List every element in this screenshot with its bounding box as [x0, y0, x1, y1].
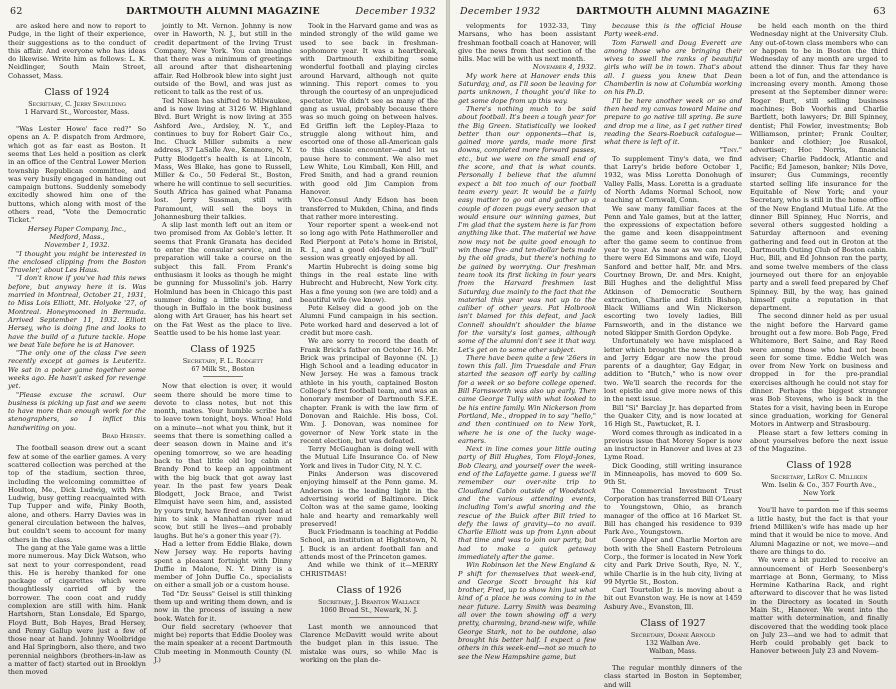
- paragraph: Last month we announced that Clarence McDavitt would write about the budget plan in this issue. The mistake was ours, so while Mac is working on the plan de-: [300, 622, 438, 665]
- letter-paragraph: There's nothing much to be said about football. It's been a tough year for the Big Green. Statistically we looked better than our opponents—that is, gained more yards, made more first downs, completed more forward passes, etc., but we were on the small end of the score, and that is what counts. Personally I believe that the alumni expect a bit too much of our football team every year. It would be a fairly easy matter to go out and gather up a couple of dozen pugs every season that would ensure our winning games, but I'm glad that the system here is far from anything like that. The material we have now may not be quite good enough to win those five- and ten-dollar bets made by the old grads, but there's nothing to be gained by worrying. Our freshman team took its first licking in four years from the Harvard freshmen last Saturday, due mainly to the fact that the material this year was not up to the caliber of other years. Pat Holbrook isn't blamed for this defeat, and Jack Connell shouldn't shoulder the blame for the varsity's lost games, although some of the alumni don't see it that way. Let's get on to some other subject.: [458, 104, 596, 354]
- letter-paragraph: because this is the official House Party week-end.: [604, 22, 742, 39]
- letter-paragraph: Win Robinson let the New England & P shift for themselves that week-end, and George Scott brought his kid brother, Fred, up to show him just what kind of a place he was coming to in the near future. Larry Smith was beaming all over the town showing off a very pretty, charming, brand-new wife, while George Stark, not to be outdone, also brought his better half. I expect a few others in this week-end—not so much to see the New Hampshire game, but: [458, 561, 596, 661]
- right-page-header: [460, 6, 886, 20]
- left-page-header: [10, 6, 436, 20]
- letter-paragraph: Next in line comes your little outing party of Bill Hughes, Tom Floyd-Jones, Bob Cleary, and yourself over the week-end of the Lafayette game. I guess we'll remember our over-nite trip to Cloudland Cabin outside of Woodstock and the various attending events, including Tom's awful snoring and the rescue of the Buick after Bill tried to defy the laws of gravity—to no avail. Charlie Elliott was up from Lynn about that time and was to join our party, but had to make a quick getaway immediately after the game.: [458, 445, 596, 561]
- paragraph: Bill "Si" Barclay Jr. has departed from the Quaker City, and is now located at 16 High St., Pawtucket, R. I.: [604, 403, 742, 429]
- letter-signature: Brad Hersey.: [101, 432, 146, 441]
- paragraph: Ted "Dr. Seuss" Geisel is still thinking them up and writing them down, and is now in the process of issuing a new book. Watch for it.: [154, 589, 292, 623]
- paragraph: Buck Friedmann is teaching at Peddie School, an institution at Hightstown, N. J. Buck is an ardent football fan and attends most of the Princeton games.: [300, 528, 438, 561]
- text-column: [750, 22, 888, 656]
- secretary-address: 1 Harvard St., Worcester, Mass.: [24, 108, 130, 117]
- paragraph: Please start a few letters coming in about yourselves before the next issue of the Magazine.: [750, 428, 888, 454]
- issue-date: December 1932: [355, 6, 436, 17]
- secretary-name: Secretary, LeRoy C. Milliken: [770, 473, 868, 482]
- secretary-address: Walban, Mass.: [649, 647, 697, 656]
- letter-date: November 1, 1932.: [44, 241, 110, 250]
- paragraph: The football season drew out a scant few at some of the earlier games. A very scattered collection was perched at the top of the stadium, section three, including the welcoming committee of Houlton, Me., Dick Ludwig, with Mrs. Ludwig, busy getting reacquainted with Tup Tupper and wife, Pinky Booth, alone, and others. Harry Davies was in general circulation between the halves, but couldn't seem to account for many others in the class.: [8, 444, 146, 544]
- paragraph: Ted Nilsen has shifted to Milwaukee, and is now living at 3126 W. Highland Blvd. Burt Wright is now living at 355 Ashford Ave., Ardsley, N. Y., and continues to buy for Robert Gair Co., Inc. Chuck Miller submits a new address, 37 LaSalle Ave., Kenmore, N. Y. Putty Blodgett's health is at Lincoln, Mass, Wes Blake, has gone to Russell, Miller & Co., 50 Federal St., Boston, where he will continue to sell securities. South Africa has gained what Panama lost. Jerry Sussman, still with Paramount, will sell the boys in Johannesburg their talkies.: [154, 96, 292, 221]
- paragraph: The second dinner held as per usual the night before the Harvard game brought out a few more. Bob Page, Fred Whitemore, Bert Saine, and Ray Reed were among those who had not been seen for some time. Eddie Welch was over from New York on business and dropped in for the pre-prandial exercises although he could not stay for dinner. Perhaps the biggest stranger was Bob Stevens, who is back in the States for a visit, having been in Europe since graduation, working for General Motors in Antwerp and Strasbourg.: [750, 312, 888, 429]
- secretary-name: Secretary, F. L. Rodgett: [182, 357, 264, 366]
- divider: [57, 119, 97, 120]
- issue-date: December 1932: [460, 6, 541, 17]
- paragraph: We were a bit puzzled to receive an announcement of Herb Seesenberg's marriage at Bonn, Germany, to Miss Hermine Katharina Rack, and right afterward to discover that he was listed in the Directory as located in South Main St., Hanover. We went into the matter with determination, and finally discovered that the wedding took place on July 23—and we had to admit that Herb could probably get back to Hanover between July 23 and Novem-: [750, 556, 888, 656]
- paragraph: The gang at the Yale game was a little more numerous. May Dick Watson, who sat next to your correspondent, read this. He is hereby thanked for one package of cigarettes which were thoughtlessly carried off by the borrower. The coon coat and ruddy complexion are still with him. Hank Hartshorn, Stan Lonsdale, Ed Spargo, Floyd Butt, Bob Hayes, Brad Hersey, and Penny Gallup were just a few of those near at hand. Johnny Woolbridge and Hal Springborn, also there, and two perennial neighbors (brothers-in-law as a matter of fact) started out in Brooklyn then moved: [8, 543, 146, 677]
- text-column: [604, 22, 742, 689]
- letter-signature: "Tiny.": [719, 146, 742, 155]
- paragraph: Took in the Harvard game and was as minded strongly of the wild game we used to see back in freshman-sophomore year. It was a heartbreak, with Dartmouth exhibiting some wonderful football and playing circles around Harvard, although not quite winning. This report comes to you through the courtesy of an unprejudiced spectator. We didn't see as many of the gang as usual, probably because there was so much going on between halves. Ed Griffin left the Lepley-Plaza to struggle along without him, and escorted one of those all-American gals to this classic encounter—and let us pause here to comment. We also met Lew White, Lou Kimball, Ken Hill, and Fred Smith, and had a grand reunion with good old Jim Campion from Hanover.: [300, 22, 438, 196]
- divider: [203, 376, 243, 377]
- letter-heading: Medford, Mass.,: [49, 232, 105, 241]
- paragraph: Your reporter spent a week-end not so long ago with Pete Hathmeroller and Red Pierpont at Pete's home in Bristol, R. I., and a good old-fashioned "bull" session was greatly enjoyed by all.: [300, 221, 438, 263]
- letter-date: November 4, 1932.: [532, 63, 596, 72]
- paragraph: be held each month on the third Wednesday night at the University Club. Any out-of-town class members who can or happen to be in Boston the third Wednesday of any month are urged to attend the dinner. Thus far they have been a lot of fun, and the attendance is increasing every month. Among those present at the September dinner were: Roger Burt, still selling business machines; Bob Voorhis and Charlie Bartlett, both lawyers; Dr. Bill Spinney, dentist; Phil Fowler, investments; Bob Williamson, printer; Frank Coulter, banker and clothier; Joe Rusakol, advertiser; Hoc Norris, financial adviser; Charlie Paddock, Atlantic and Pacific; Ed Jameson, banker; Nils Dove, insurer; Gus Cummings, recently started selling life insurance for the Equitable of New York; and your Secretary, who is still in the home office of the New England Mutual Life. At the dinner Bill Spinney, Huc Norris, and several others suggested holding a Saturday afternoon and evening gathering and feed out in Groton at the Dartmouth Outing Club of Boston cabin. Huc, Bill, and Ed Johnson ran the party, and some twelve members of the class journeyed out there for an enjoyable party and a swell feed prepared by Chef Spinney. Bill, by the way, has gained himself quite a reputation in that department.: [750, 22, 888, 313]
- secretary-address: 132 Walban Ave.: [645, 639, 701, 648]
- right-page: [450, 0, 896, 689]
- paragraph: Dick Gooding, still writing insurance in Minneapolis, has moved to 609 So. 9th St.: [604, 461, 742, 487]
- secretary-address: Wm. Iselin & Co., 357 Fourth Ave.,: [761, 481, 877, 490]
- letter-paragraph: "I thought you might be interested in the enclosed clipping from the Boston 'Traveler,' about Les Haus.: [8, 249, 146, 275]
- secretary-name: Secretary, C. Jerry Spaulding: [28, 100, 126, 109]
- letter-paragraph: Tom Farwell and Doug Everett are among those who are bringing their wives to swell the ranks of beautiful girls who will be in town. That's about all. I guess you knew that Dean Chamberlin is now at Columbia working on his Ph.D.: [604, 38, 742, 97]
- letter-paragraph: There have been quite a few '26ers in town this fall. Jim Truesdale and Fran started the season off early by calling for a week or so before college opened. Bill Farnsworth was also up early. Then came George Tully with what looked to be his entire family. Win Nickerson from Portland, Me., dropped in to say "hello," and then continued on to New York, where he is one of the lucky wage-earners.: [458, 353, 596, 445]
- secretary-name: Secretary, J. Branton Wallace: [318, 597, 420, 606]
- paragraph: A slip last month left out an item or two promised from Ax Goble's letter. It seems that Frank Granata has decided to enter the consular service, and in preparation will take a course on the subject this fall. From Frank's enthusiasm it looks as though he might be gunning for Mussolini's job. Harry Holmlund has been in Chicago this past summer doing a little visiting, and though in Buffalo in the book business along with Art Grauer, has his heart set on the Fat West as the place to live. Seattle used to be his home last year.: [154, 221, 292, 337]
- letter-heading: Hersey Paper Company, Inc.,: [27, 224, 127, 233]
- paragraph: Carl Tourtellot Jr. is moving about a bit out Evanston way. He is now at 1459 Asbury Ave., Evanston, Ill.: [604, 586, 742, 611]
- paragraph: Terry McGaughan is doing well with the Mutual Life Insurance Co. of New York and lives in Tudor City, N. Y. C.: [300, 445, 438, 470]
- paragraph: Martin Hubrecht is doing some big things in the real estate line with Hubrecht and Hubrecht, New York city. Has a fine young son (we are told) and a beautiful wife (we know).: [300, 262, 438, 304]
- paragraph: We saw many familiar faces at the Penn and Yale games, but at the latter, the expressions of expectation before the game and keen disappointment after the game seem to continue from year to year. As near as we can recall, there were Ed Simmons and wife, Lloyd Sanford and better half, Mr. and Mrs. Courtney Brown, Dr. and Mrs. Knight, Bill Hughes and the delightful Miss Atkinson of Democratic Southern extraction, Charlie and Edith Bishop, Black Williams and Win Nickerson escorting two lovely ladies, Bill Farnsworth, and in the distance we noted Skipper Smith Gordon Opdyke.: [604, 204, 742, 337]
- paragraph: Our field secretary (whoever that might be) reports that Eddie Dooley was the main speaker at a recent Dartmouth Club meeting in Monmouth County (N. J.): [154, 622, 292, 665]
- paragraph: George Alper and Charlie Morton are both with the Shell Eastern Petroleum Corp., the former is located in New York city and Park Drive South, Rye, N. Y., while Charlie is in the hub city, living at 99 Myrtle St., Boston.: [604, 536, 742, 586]
- letter-paragraph: "Please excuse the scrawl. Our business is picking up fast and we seem to have more than enough work for the stenographers, so I inflict this handwriting on you.: [8, 390, 146, 432]
- secretary-address: New York: [803, 489, 835, 498]
- class-heading: Class of 1928: [786, 460, 852, 472]
- divider: [653, 658, 693, 659]
- page-number: 63: [873, 6, 886, 17]
- class-heading: Class of 1927: [640, 618, 706, 630]
- paragraph: "Was Lester Howe' face red?" So opens an A. P. dispatch from Ardmore, which got as far east as Boston. It seems that Les held a position as clerk in an office of the Central Lower Merion township Republican committee, and was very busily engaged in handing out campaign buttons. Suddenly somebody excitedly showed him one of the buttons, which along with most of the others read, "Vote the Democratic Ticket.": [8, 125, 146, 225]
- paragraph: jointly to Mt. Vernon. Johnny is now over in Haworth, N. J., but still in the credit department of the Irving Trust Company, New York. You can imagine that there was a minimum of greetings all around after that disheartening affair. Red Holbrook blew into sight just outside of the Bowl, and was just as reticent to talk as the rest of us.: [154, 22, 292, 97]
- paragraph: are asked here and now to report to Pudge, in the light of their experience, their suggestions as to the conduct of this affair. And everyone who has ideas do likewise. Write him as follows: L. K. Neidlinger, South Main Street, Cohasset, Mass.: [8, 22, 146, 80]
- paragraph: Word comes through as indicated in a previous issue that Morey Soper is now an instructor in Hanover and lives at 23 Lyme Road.: [604, 428, 742, 462]
- paragraph: Pete Kelsey did a good job on the Alumni Fund campaign in his section. Pete worked hard and deserved a lot of credit but more cash.: [300, 304, 438, 337]
- class-heading: Class of 1924: [44, 87, 110, 99]
- secretary-address: 1060 Broad St., Newark, N. J.: [320, 605, 418, 614]
- paragraph: To supplement Tiny's data, we find that Larry's bride before October 1, 1932, was Miss Loretta Donohugh of Valley Falls, Mass. Loretta is a graduate of North Adams Normal School, now teaching at Cornwall, Conn.: [604, 154, 742, 205]
- letter-paragraph: "I don't know if you've had this news before, but anyway here it is. Was married in Montreal, October 21, 1931, to Miss Lois Elliott, Mt. Holyoke '27, of Montreal. Honeymooned in Bermuda. Arrived September 11, 1932. Elliott Hersey, who is doing fine and looks to have the build of a future tackle. Hope we beat Yale before he is at Hanover.: [8, 274, 146, 349]
- letter-paragraph: My work here at Hanover ends this Saturday, and, as I'll soon be leaving for parts unknown, I thought you'd like to get some dope from up this way.: [458, 71, 596, 105]
- paragraph: And while we think of it—MERRY CHRISTMAS!: [300, 561, 438, 578]
- paragraph: The regular monthly dinners of the class started in Boston in September, and will: [604, 664, 742, 689]
- paragraph: Had a letter from Eddie Blake, down New Jersey way. He reports having spent a pleasant fortnight with Dinny Duffie in Malone, N. Y. Dinny is a member of John Duffie Co., specialists on either a small job or a custom house.: [154, 539, 292, 590]
- magazine-title: DARTMOUTH ALUMNI MAGAZINE: [126, 6, 320, 17]
- paragraph: Unfortunately we have misplaced a letter which brought the news that Bob and Jerry Edgar are now the proud parents of a daughter, Gay Edgar, in addition to "Butch," who is now over two. We'll search the records for the lost epistle and give more news of this in the next issue.: [604, 337, 742, 404]
- class-heading: Class of 1925: [190, 344, 256, 356]
- divider: [799, 500, 839, 501]
- text-column: [300, 22, 438, 665]
- magazine-title: DARTMOUTH ALUMNI MAGAZINE: [576, 6, 770, 17]
- letter-paragraph: I'll be here another week or so and then head my canvas toward Maine and prepare to go native till spring. Be sure and drop me a line, as I get rather tired reading the Sears-Roebuck catalogue—what there is left of it.: [604, 96, 742, 147]
- divider: [349, 617, 389, 618]
- paragraph: Now that election is over, it would seem there should be more time to devote to class notes, but not this month, mates. Your humble scribe has to leave town tonight, boys. Whoa! Hold on a minute—not what you think, but it seems that there is something called a deer season down in Maine and it's opening tomorrow, so we are heading back to that little old log cabin at Brandy Pond to keep an appointment with the big buck that got away last year. In the past few years Deak Blodgett, Jock Brace, and Twist Elmquist have seen him, and, assisted by yours truly, have fired enough lead at him to sink a Manhattan river mud scow, but still he lives—and probably laughs. But he's a goner this year (?).: [154, 382, 292, 540]
- secretary-address: 67 Milk St., Boston: [191, 365, 255, 374]
- paragraph: You'll have to pardon me if this seems a little hasty, but the fact is that your friend Milliken's wife has made up her mind that it would be nice to move. And Alumni Magazine or not, we move—and there are things to do.: [750, 506, 888, 556]
- paragraph: Vice-Consul Andy Edson has been transferred to Mukden, China, and finds that rather more interesting.: [300, 196, 438, 221]
- paragraph: We are sorry to record the death of Frank Brick's father on October 16. Mr. Brick was principal of Bayonne (N. J.) High School and a leading educator in New Jersey. He was a famous track athlete in his youth, captained Boston College's first football team, and was an honorary member of Dartmouth S.F.E. chapter. Frank is with the law firm of Donovan and Raichle. His boss, Col. Wm. J. Donovan, was nominee for governor of New York state in the recent election, but was defeated.: [300, 337, 438, 445]
- text-column: [8, 22, 146, 677]
- secretary-name: Secretary, Doane Arnold: [630, 631, 716, 640]
- text-column: [458, 22, 596, 661]
- page-number: 62: [10, 6, 23, 17]
- paragraph: Pinks Anderson was discovered enjoying himself at the Penn game. M. Anderson is the leading light in the advertising world of Baltimore. Dick Colton was at the same game, looking hale and hearty and remarkably well preserved!: [300, 470, 438, 528]
- paragraph: The Commercial Investment Trust Corporation has transferred Bill O'Leary to Youngstown, Ohio, as branch manager of the office at 16 Market St. Bill has changed his residence to 939 Park Ave., Youngstown.: [604, 486, 742, 537]
- letter-paragraph: "The only one of the class I've seen recently except at games is Leuteritz. We sat in a poker game together some weeks ago. He hasn't asked for revenge yet.: [8, 349, 146, 391]
- paragraph: velopments for 1932-33, Tiny Marsans, who has been assistant freshman football coach at Hanover, will give the news from that section of the hills. Mac will be with us next month.: [458, 22, 596, 64]
- class-heading: Class of 1926: [336, 584, 402, 596]
- text-column: [154, 22, 292, 665]
- left-page: [0, 0, 446, 677]
